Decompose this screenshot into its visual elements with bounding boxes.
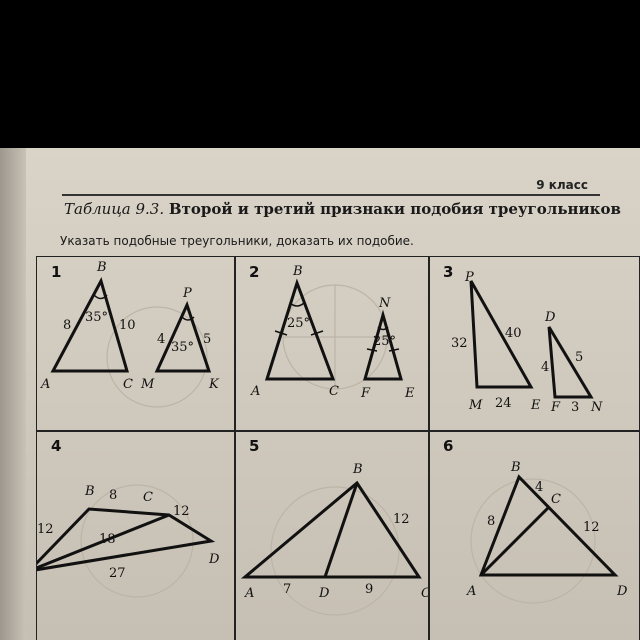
- vertex-a: A: [245, 586, 255, 601]
- vertex-c: C: [421, 586, 431, 601]
- problem-2: [234, 256, 430, 432]
- problem-5: [234, 430, 430, 640]
- problem-5-figure: [235, 431, 430, 640]
- vertex-a: A: [41, 377, 51, 392]
- problem-4: [36, 430, 236, 640]
- segment-cd: 12: [583, 520, 600, 535]
- side-bc: 12: [393, 512, 410, 527]
- side-ab: 8: [63, 318, 72, 333]
- vertex-d: D: [209, 552, 220, 567]
- vertex-d: D: [319, 586, 330, 601]
- problem-3-figure: [429, 257, 640, 432]
- problem-6-figure: [429, 431, 640, 640]
- problem-number: 2: [249, 263, 260, 281]
- problem-number: 1: [51, 263, 62, 281]
- table-number: Таблица 9.3.: [64, 200, 165, 218]
- angle-b: 25°: [287, 316, 311, 331]
- problem-number: 6: [443, 437, 454, 455]
- vertex-p: P: [183, 286, 192, 301]
- vertex-c: C: [329, 384, 339, 399]
- vertex-a: A: [251, 384, 261, 399]
- table-title: [64, 200, 621, 218]
- grade-label: 9 класс: [536, 178, 588, 192]
- vertex-m: M: [469, 398, 483, 413]
- side-ad: 27: [109, 566, 126, 581]
- vertex-b: B: [97, 260, 107, 275]
- side-dn: 5: [575, 350, 584, 365]
- table-heading: Второй и третий признаки подобия треугольников: [168, 200, 621, 218]
- side-pe: 40: [505, 326, 522, 341]
- vertex-b: B: [511, 460, 521, 475]
- side-bc: 10: [119, 318, 136, 333]
- side-pm: 32: [451, 336, 468, 351]
- textbook-page: [0, 148, 640, 640]
- vertex-f: F: [551, 400, 561, 415]
- vertex-m: M: [141, 377, 155, 392]
- problem-1-figure: [37, 257, 236, 432]
- side-ab: 12: [37, 522, 54, 537]
- problem-4-figure: [37, 431, 236, 640]
- problem-number: 5: [249, 437, 260, 455]
- vertex-d: D: [545, 310, 556, 325]
- vertex-d: D: [617, 584, 628, 599]
- problem-number: 4: [51, 437, 62, 455]
- problem-6: [428, 430, 640, 640]
- header-rule: [62, 194, 600, 196]
- problem-number: 3: [443, 263, 454, 281]
- vertex-e: E: [405, 386, 415, 401]
- side-pk: 5: [203, 332, 212, 347]
- vertex-b: B: [353, 462, 363, 477]
- problem-1: [36, 256, 236, 432]
- segment-ad: 7: [283, 582, 292, 597]
- problem-3: [428, 256, 640, 432]
- diagonal-ac: 18: [99, 532, 116, 547]
- problem-2-figure: [235, 257, 430, 432]
- vertex-k: K: [209, 377, 219, 392]
- vertex-b: B: [85, 484, 95, 499]
- vertex-n: N: [379, 296, 391, 311]
- angle-b: 35°: [85, 310, 109, 325]
- side-df: 4: [541, 360, 550, 375]
- task-statement: Указать подобные треугольники, доказать их подобие.: [60, 234, 414, 248]
- vertex-e: E: [531, 398, 541, 413]
- side-bc: 8: [109, 488, 118, 503]
- vertex-a: A: [467, 584, 477, 599]
- side-me: 24: [495, 396, 512, 411]
- segment-dc: 9: [365, 582, 374, 597]
- vertex-c: C: [143, 490, 153, 505]
- segment-bc: 4: [535, 480, 544, 495]
- vertex-b: B: [293, 264, 303, 279]
- angle-n: 25°: [373, 334, 397, 349]
- vertex-p: P: [465, 270, 474, 285]
- page-fold-shadow: [0, 148, 26, 640]
- vertex-c: C: [551, 492, 561, 507]
- side-ab: 8: [487, 514, 496, 529]
- side-fn: 3: [571, 400, 580, 415]
- side-mp: 4: [157, 332, 166, 347]
- problem-grid: [36, 256, 640, 640]
- side-cd: 12: [173, 504, 190, 519]
- vertex-n: N: [591, 400, 603, 415]
- vertex-c: C: [123, 377, 133, 392]
- angle-p: 35°: [171, 340, 195, 355]
- vertex-f: F: [361, 386, 371, 401]
